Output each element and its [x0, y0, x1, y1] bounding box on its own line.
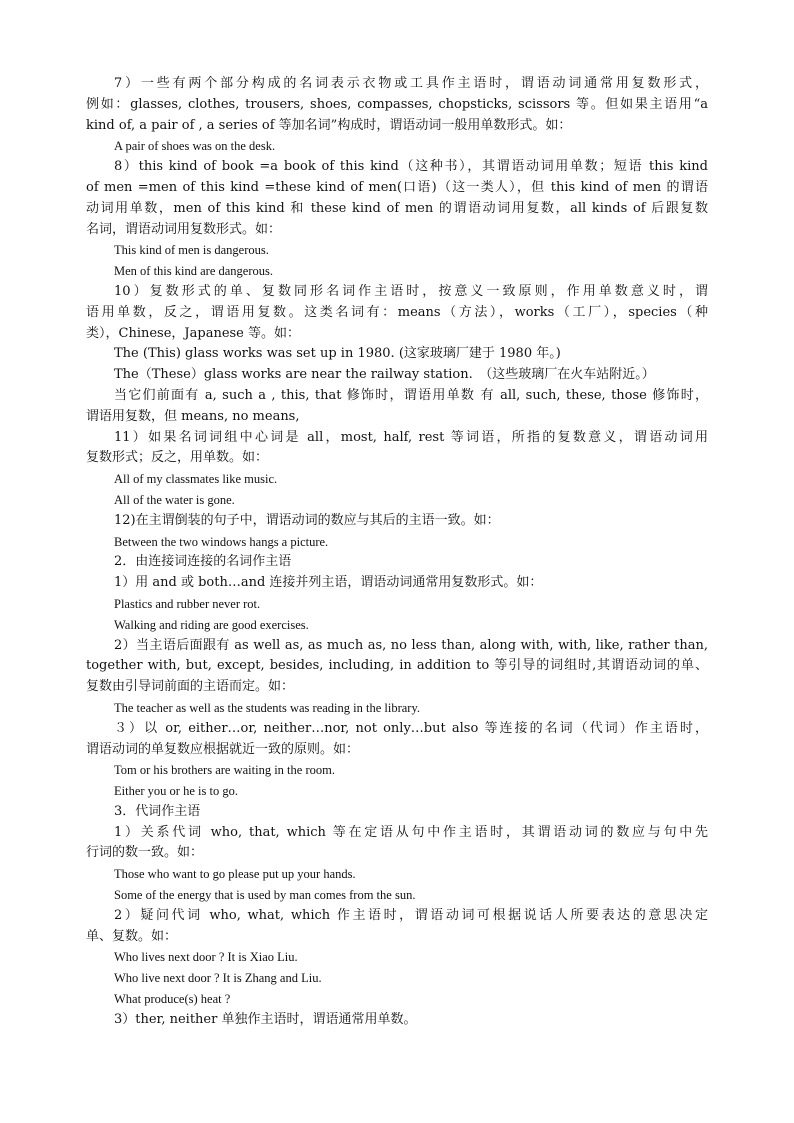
text-line: 谓语用复数，但 means, no means,	[86, 408, 300, 424]
text-line: Between the two windows hangs a picture.	[114, 534, 329, 549]
text-line: Who live next door ? It is Zhang and Liu.	[114, 971, 322, 986]
text-line: Who lives next door ? It is Xiao Liu.	[114, 950, 298, 965]
text-line: 谓语动词的单复数应根据就近一致的原则。如：	[86, 741, 360, 757]
text-line: together with, but, except, besides, including, in addition to 等引导的词组时,其谓语动词的单、	[86, 658, 708, 674]
text-line: 3）ther, neither 单独作主语时，谓语通常用单数。	[114, 1011, 417, 1027]
text-line: The teacher as well as the students was reading in the library.	[114, 700, 421, 715]
text-line: 复数形式；反之，用单数。如：	[86, 450, 269, 466]
text-line: 8）this kind of book =a book of this kind（这种书），其谓语动词用单数；短语 this kind	[114, 159, 708, 175]
text-line: Plastics and rubber never rot.	[114, 596, 261, 611]
document-page	[86, 74, 708, 1031]
text-line: 例如：glasses, clothes, trousers, shoes, compasses, chopsticks, scissors 等。但如果主语用“a	[86, 96, 708, 112]
text-line: 类），Chinese，Japanese 等。如：	[86, 325, 301, 341]
text-line: 1）关系代词 who, that, which 等在定语从句中作主语时，其谓语动词的数应与句中先	[114, 824, 708, 840]
text-line: 当它们前面有 a, such a , this, that 修饰时，谓语用单数 有 all, such, these, those 修饰时，	[114, 387, 708, 403]
text-line: All of my classmates like music.	[114, 472, 278, 487]
text-line: 2．由连接词连接的名词作主语	[114, 554, 292, 570]
text-line: 12)在主谓倒装的句子中，谓语动词的数应与其后的主语一致。如：	[114, 512, 500, 528]
text-line: Tom or his brothers are waiting in the room.	[114, 763, 335, 778]
text-line: What produce(s) heat ?	[114, 992, 231, 1007]
text-line: 语用单数，反之，谓语用复数。这类名词有：means（方法），works（工厂），species（种	[86, 304, 708, 320]
text-line: Those who want to go please put up your hands.	[114, 867, 356, 882]
text-line: of men =men of this kind =these kind of men(口语)（这一类人），但 this kind of men 的谓语	[86, 179, 708, 195]
text-line: Walking and riding are good exercises.	[114, 617, 309, 632]
text-line: Some of the energy that is used by man comes from the sun.	[114, 888, 416, 903]
text-line: 2）当主语后面跟有 as well as, as much as, no less than, along with, with, like, rather than,	[114, 637, 708, 653]
text-line: 10）复数形式的单、复数同形名词作主语时，按意义一致原则，作用单数意义时，谓	[114, 283, 708, 299]
text-line: The (This) glass works was set up in 1980. (这家玻璃厂建于 1980 年。)	[114, 346, 561, 362]
text-line: 2）疑问代词 who, what, which 作主语时，谓语动词可根据说话人所要表达的意思决定	[114, 907, 708, 923]
text-line: Men of this kind are dangerous.	[114, 264, 273, 279]
text-line: The（These）glass works are near the railway station. （这些玻璃厂在火车站附近。）	[114, 367, 655, 383]
text-line: Either you or he is to go.	[114, 784, 238, 799]
text-line: A pair of shoes was on the desk.	[114, 139, 276, 154]
text-line: kind of, a pair of , a series of 等加名词”构成时，谓语动词一般用单数形式。如：	[86, 117, 572, 133]
text-line: ３）以 or, either…or, neither…nor, not only…but also 等连接的名词（代词）作主语时，	[114, 720, 708, 736]
text-line: 7）一些有两个部分构成的名词表示衣物或工具作主语时，谓语动词通常用复数形式，	[114, 76, 708, 91]
text-line: 1）用 and 或 both…and 连接并列主语，谓语动词通常用复数形式。如：	[114, 575, 543, 591]
text-line: This kind of men is dangerous.	[114, 243, 269, 258]
text-line: 行词的数一致。如：	[86, 845, 204, 861]
text-line: 复数由引导词前面的主语而定。如：	[86, 679, 295, 695]
text-line: 名词，谓语动词用复数形式。如：	[86, 221, 282, 237]
text-line: 3．代词作主语	[114, 803, 201, 819]
text-line: 单、复数。如：	[86, 928, 178, 944]
text-line: 动词用单数，men of this kind 和 these kind of men 的谓语动词用复数，all kinds of 后跟复数	[86, 200, 708, 216]
text-line: 11）如果名词词组中心词是 all，most, half, rest 等词语，所指的复数意义，谓语动词用	[114, 429, 708, 445]
text-line: All of the water is gone.	[114, 492, 235, 507]
